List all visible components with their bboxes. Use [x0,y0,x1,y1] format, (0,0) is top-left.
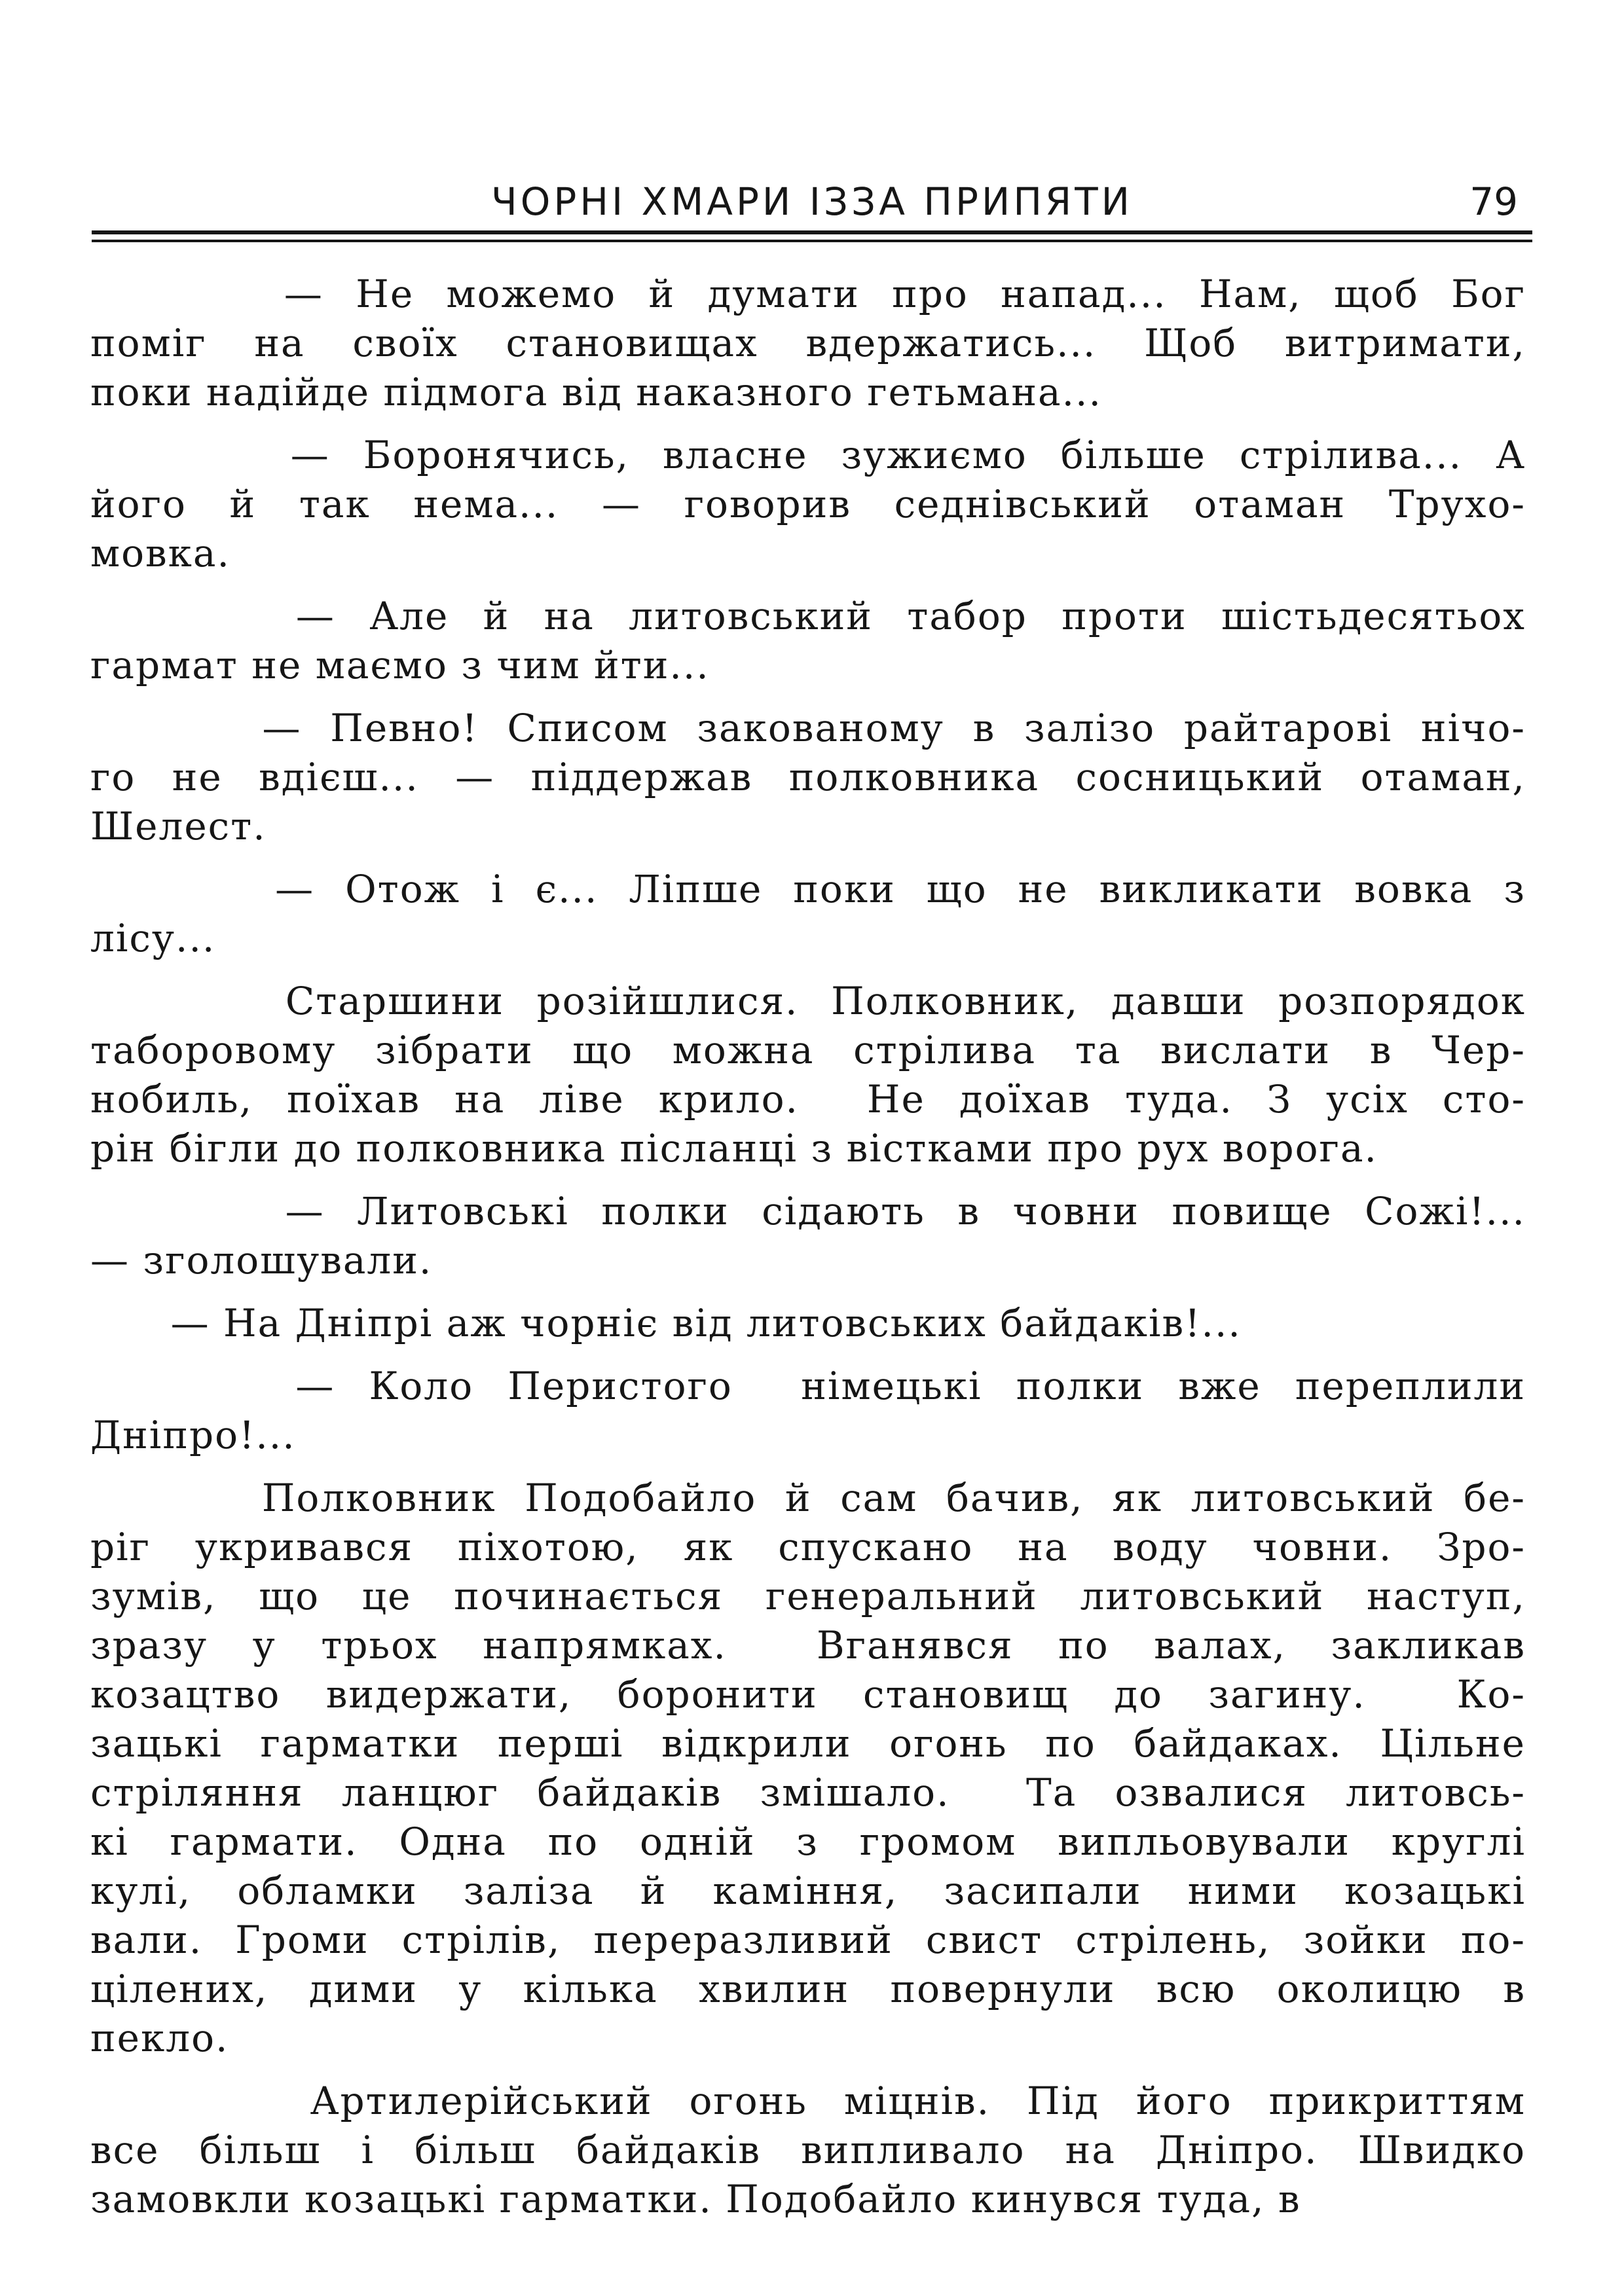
text-line: поміг на своїх становищах вдержатись... Щоб витримати, [90,321,1526,365]
text-line: кулі, обламки заліза й каміння, засипали ними козацькі [90,1868,1526,1913]
running-title: ЧОРНІ ХМАРИ ІЗЗА ПРИПЯТИ [490,179,1134,224]
text-line: стріляння ланцюг байдаків змішало. Та озвалися литовсь- [90,1770,1526,1815]
paragraph [90,865,1526,963]
text-line: — Не можемо й думати про напад... Нам, щоб Бог [90,272,1526,316]
text-line: — Коло Перистого німецькі полки вже переплили [90,1364,1526,1408]
text-line: ріг укривався піхотою, як спускано на воду човни. Зро- [90,1525,1526,1569]
paragraph [90,1187,1526,1285]
text-line: го не вдієш... — піддержав полковника сосницький отаман, [90,755,1526,799]
paragraph-gap [90,2063,1526,2077]
text-line: Полковник Подобайло й сам бачив, як литовський бе- [90,1476,1526,1520]
paragraph-gap [90,1348,1526,1362]
paragraph-gap [90,690,1526,704]
text-line: Старшини розійшлися. Полковник, давши розпорядок [90,979,1526,1023]
text-line: — Боронячись, власне зужиємо більше стрілива... А [90,433,1526,477]
paragraph-gap [90,1460,1526,1474]
paragraph-gap [90,1285,1526,1299]
text-line: — Але й на литовський табор проти шістьдесятьох [90,594,1526,638]
header-rule-thin [92,240,1532,242]
paragraph [90,1474,1526,2063]
paragraph [90,1299,1526,1348]
text-line: поки надійде підмога від наказного гетьмана... [90,370,1102,414]
text-line: цілених, дими у кілька хвилин повернули всю околицю в [90,1967,1526,2011]
text-line: таборовому зібрати що можна стрілива та вислати в Чер- [90,1028,1526,1072]
paragraph [90,1362,1526,1460]
text-line: все більш і більш байдаків випливало на Дніпро. Швидко [90,2128,1526,2172]
text-line: нобиль, поїхав на ліве крило. Не доїхав туда. З усіх сто- [90,1077,1526,1121]
paragraph-gap [90,417,1526,431]
paragraph [90,977,1526,1173]
text-line: — На Дніпрі аж чорніє від литовських байдаків!... [90,1301,1242,1345]
text-line: замовкли козацькі гарматки. Подобайло кинувся туда, в [90,2177,1301,2221]
text-line: — Отож і є... Ліпше поки що не викликати вовка з [90,867,1526,911]
text-line: кі гармати. Одна по одній з громом випльовували круглі [90,1819,1526,1864]
text-line: Артилерійський огонь міцнів. Під його прикриттям [90,2079,1526,2123]
paragraph-gap [90,963,1526,977]
text-line: гармат не маємо з чим йти... [90,643,710,687]
text-line: — зголошували. [90,1238,433,1283]
paragraph-gap [90,578,1526,592]
text-line: його й так нема... — говорив седнівський отаман Трухо- [90,482,1526,526]
text-line: мовка. [90,531,231,575]
text-line: рін бігли до полковника післанці з вістками про рух ворога. [90,1126,1378,1171]
paragraph-gap [90,1173,1526,1187]
text-line: Шелест. [90,804,267,848]
text-line: лісу... [90,916,216,960]
text-line: зумів, що це починається генеральний литовський наступ, [90,1574,1526,1618]
paragraph [90,592,1526,690]
page-number: 79 [1469,179,1518,224]
text-line: — Певно! Списом закованому в залізо райтарові нічо- [90,706,1526,750]
paragraph [90,431,1526,578]
header-rule-thick [92,230,1532,234]
page-header [92,175,1532,228]
paragraph [90,270,1526,417]
paragraph [90,704,1526,851]
text-line: зацькі гарматки перші відкрили огонь по байдаках. Цільне [90,1721,1526,1766]
text-line: — Литовські полки сідають в човни повище Сожі!... [90,1189,1526,1233]
text-line: козацтво видержати, боронити становищ до загину. Ко- [90,1672,1526,1717]
paragraph-gap [90,851,1526,865]
text-line: вали. Громи стрілів, переразливий свист стрілень, зойки по- [90,1918,1526,1962]
body-text [90,270,1526,2224]
text-line: Дніпро!... [90,1413,296,1457]
text-line: зразу у трьох напрямках. Вганявся по валах, закликав [90,1623,1526,1667]
paragraph [90,2077,1526,2224]
text-line: пекло. [90,2016,229,2060]
